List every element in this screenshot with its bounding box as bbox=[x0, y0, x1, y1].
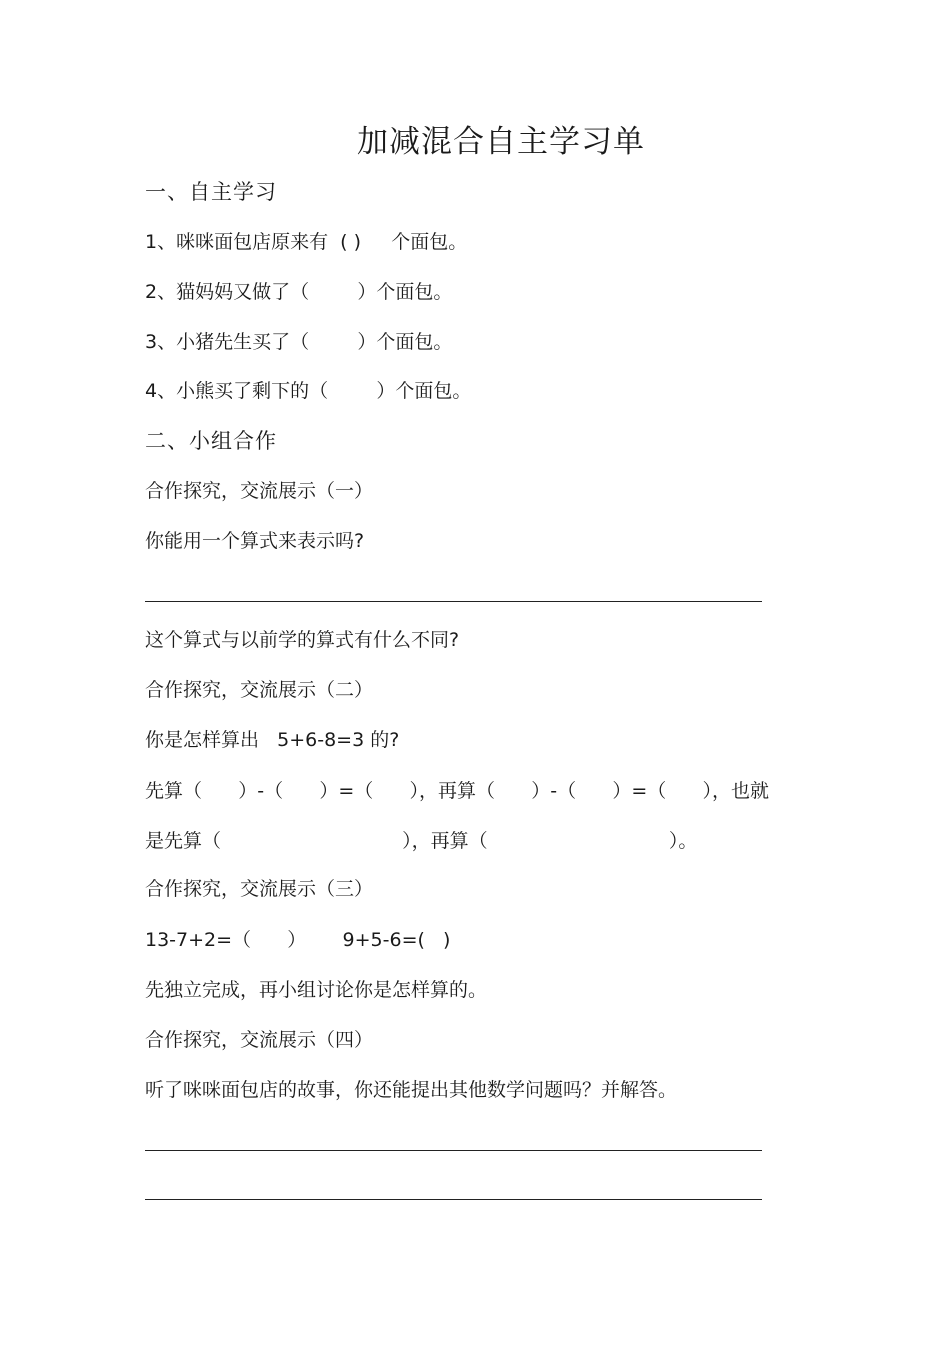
section-heading-group-work: 二、小组合作 bbox=[145, 429, 277, 453]
question-item-4: 4、小熊买了剩下的（ ）个面包。 bbox=[145, 380, 472, 402]
part-1-question: 你能用一个算式来表示吗? bbox=[145, 530, 365, 552]
question-item-1: 1、咪咪面包店原来有 ( ) 个面包。 bbox=[145, 231, 468, 253]
part-2-fill-line-2: 是先算（ ），再算（ ）。 bbox=[145, 830, 698, 852]
part-2-fill-line-1: 先算（ ）-（ ）=（ ），再算（ ）-（ ）=（ ），也就 bbox=[145, 780, 769, 802]
subheading-part-3: 合作探究，交流展示（三） bbox=[145, 878, 374, 900]
part-3-instruction: 先独立完成，再小组讨论你是怎样算的。 bbox=[145, 979, 488, 1001]
question-item-3: 3、小猪先生买了（ ）个面包。 bbox=[145, 331, 453, 353]
answer-line-2 bbox=[145, 1150, 762, 1151]
section-heading-self-study: 一、自主学习 bbox=[145, 180, 277, 204]
part-3-problems: 13-7+2=（ ） 9+5-6=( ) bbox=[145, 929, 451, 951]
subheading-part-1: 合作探究，交流展示（一） bbox=[145, 480, 374, 502]
subheading-part-4: 合作探究，交流展示（四） bbox=[145, 1029, 374, 1051]
subheading-part-2: 合作探究，交流展示（二） bbox=[145, 679, 374, 701]
part-1-followup: 这个算式与以前学的算式有什么不同? bbox=[145, 629, 460, 651]
part-4-question: 听了咪咪面包店的故事，你还能提出其他数学问题吗？并解答。 bbox=[145, 1079, 678, 1101]
question-item-2: 2、猫妈妈又做了（ ）个面包。 bbox=[145, 281, 453, 303]
page-title: 加减混合自主学习单 bbox=[357, 124, 645, 160]
answer-line-1 bbox=[145, 601, 762, 602]
answer-line-3 bbox=[145, 1199, 762, 1200]
part-2-question: 你是怎样算出 5+6-8=3 的? bbox=[145, 729, 400, 751]
